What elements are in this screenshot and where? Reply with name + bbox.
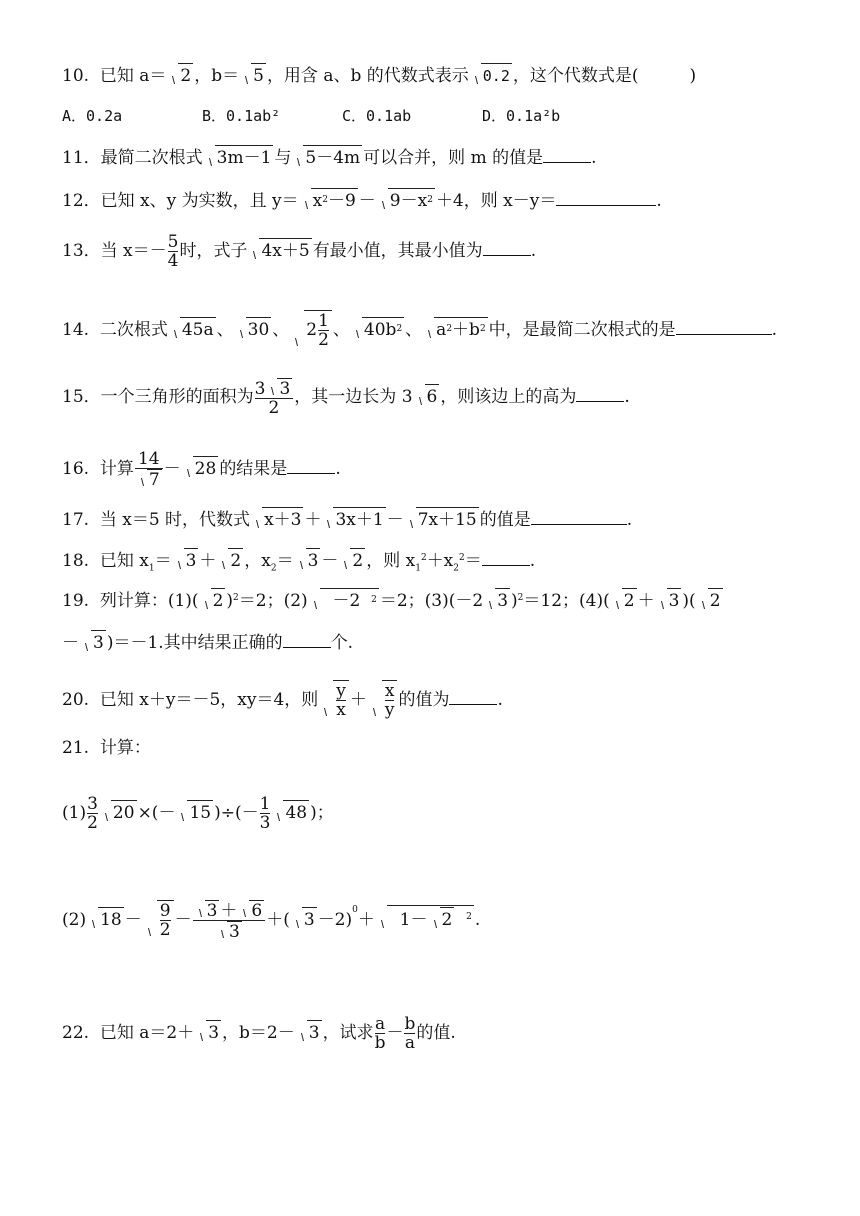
question-19-line-2: － 3 )＝－1.其中结果正确的 个. [62,630,353,654]
question-14: 14. 二次根式 45a 、 30 、 2 $\frac{1}{2}$ 、 $40b^2$ 、 $a^2+b^2$ 中，是最简二次根式的是 . [62,311,778,350]
question-13: 13．当 x＝－ $\frac{5}{4}$ 时，式子 4x＋5 有最小值，其最小值为 . [62,232,537,271]
question-10-options [62,105,622,127]
question-22: 22. 已知 a＝2＋ 3 ，b＝2－ 3 ，试求 $\frac{a}{b}$ － $\frac{b}{a}$ 的值. [62,1014,456,1053]
question-17: 17. 当 x＝5 时，代数式 x＋3 ＋ 3x＋1 － 7x＋15 的值是 . [62,507,632,531]
question-21-part-1: (1) $\frac{3}{2}$ 20 ×(－ 15 )÷(－ $\frac{1}{3}$ 48 )； [62,794,334,833]
option-b: B．0.1ab² [202,107,281,125]
option-a: A．0.2a [62,107,123,125]
question-12: 12．已知 x、y 为实数，且 $y= x^2-9 - 9-x^2 +4$，则 x－y＝ . [62,188,662,212]
option-c: C．0.1ab [342,107,412,125]
question-18: 18. 已知 $x_1= 3 + 2$ ，$x_2= 3 - 2$ ，则 $x_1^2+x_2^2=$ . [62,548,535,579]
question-21: 21. 计算： [62,738,151,758]
question-21-part-2: (2) 18 － $\frac{9}{2}$ － $\frac{3 + 6}{3}$ ＋( 3 －2)$^0$＋ 1－ 2 $^2$ . [62,901,481,942]
option-d: D．0.1a²b [482,107,561,125]
question-15: 15．一个三角形的面积为 $\frac{3 3}{2}$ ，其一边长为 3 6 ，则该边上的高为 . [62,379,630,418]
question-16: 16. 计算 $\frac{14}{7}$ － 28 的结果是 . [62,449,341,490]
question-10: 10. 已知 a＝ 2 ，b＝ 5 ，用含 a、b 的代数式表示 0.2 ，这个代数式是( ) [62,63,696,87]
question-19-line-1: 19. 列计算：(1)( 2 )$^2$＝2；(2) －2 $^2$ ＝2；(3)(－2 3 )$^2$＝12；(4)( 2 ＋ 3 )( 2 [62,588,724,612]
question-20: 20. 已知 x＋y＝－5，xy＝4，则 $\frac{y}{x}$ ＋ $\frac{x}{y}$ 的值为 . [62,681,503,720]
question-11: 11．最简二次根式 3m－1 与 5－4m 可以合并，则 m 的值是 . [62,145,597,169]
